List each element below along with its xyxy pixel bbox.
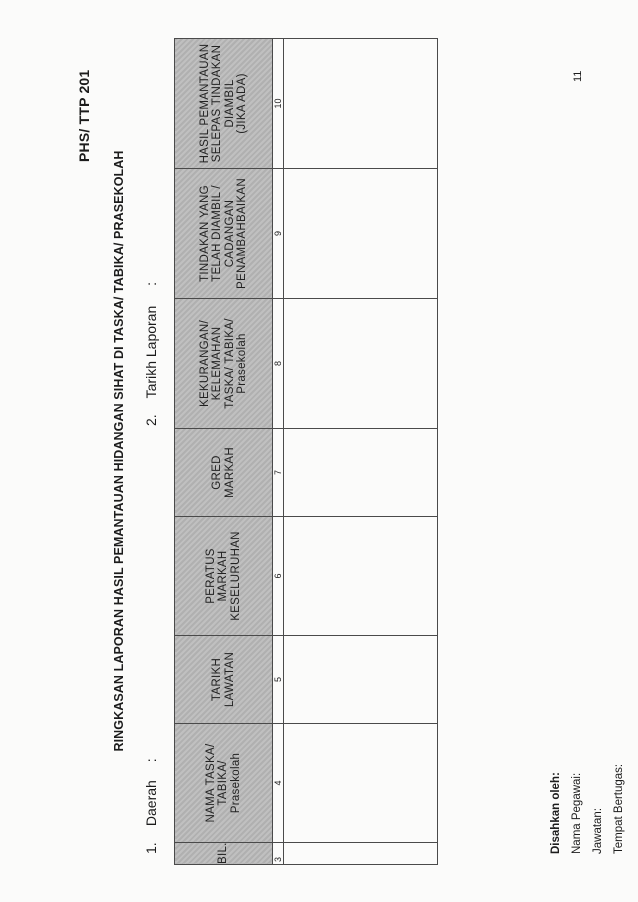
empty-entry-row (284, 39, 438, 865)
form-code: PHS/ TTP 201 (76, 69, 92, 162)
approval-place-label: Tempat Bertugas: (613, 763, 625, 854)
cell-hasil-pemantauan[interactable] (284, 39, 438, 169)
column-number-row (273, 39, 284, 865)
field-daerah (143, 758, 159, 854)
page-number: 11 (572, 70, 584, 82)
approval-name-label: Nama Pegawai: (571, 772, 583, 854)
header-gred-markah: GRED MARKAH (175, 429, 273, 517)
header-tarikh-lawatan: TARIKH LAWATAN (175, 636, 273, 724)
approval-title: Disahkan oleh: (550, 772, 562, 854)
column-number: 4 (273, 724, 284, 843)
field-number: 1. (143, 842, 159, 854)
column-number: 8 (273, 299, 284, 429)
field-colon: : (143, 281, 159, 286)
header-tindakan: TINDAKAN YANG TELAH DIAMBIL / CADANGAN PENAMBAHBAIKAN (175, 169, 273, 299)
cell-gred-markah[interactable] (284, 429, 438, 517)
cell-tarikh-lawatan[interactable] (284, 636, 438, 724)
header-peratus-markah: PERATUS MARKAH KESELURUHAN (175, 517, 273, 636)
header-row (175, 39, 273, 865)
column-number: 3 (273, 843, 284, 865)
field-label: Tarikh Laporan (143, 305, 159, 399)
column-number: 6 (273, 517, 284, 636)
cell-peratus-markah[interactable] (284, 517, 438, 636)
header-kekurangan: KEKURANGAN/ KELEMAHAN TASKA/ TABIKA/ Prasekolah (175, 299, 273, 429)
column-number: 10 (273, 39, 284, 169)
field-tarikh-laporan (143, 282, 159, 426)
cell-nama-taska[interactable] (284, 724, 438, 843)
cell-tindakan[interactable] (284, 169, 438, 299)
header-bil: BIL. (175, 843, 273, 865)
field-label: Daerah (143, 780, 159, 827)
column-number: 5 (273, 636, 284, 724)
report-table (174, 38, 438, 865)
header-nama-taska: NAMA TASKA/ TABIKA/ Prasekolah (175, 724, 273, 843)
field-number: 2. (143, 414, 159, 426)
cell-kekurangan[interactable] (284, 299, 438, 429)
approval-position-label: Jawatan: (592, 807, 604, 854)
report-title: RINGKASAN LAPORAN HASIL PEMANTAUAN HIDANGAN SIHAT DI TASKA/ TABIKA/ PRASEKOLAH (112, 150, 126, 752)
column-number: 7 (273, 429, 284, 517)
cell-bil[interactable] (284, 843, 438, 865)
field-colon: : (143, 758, 159, 763)
column-number: 9 (273, 169, 284, 299)
header-hasil-pemantauan: HASIL PEMANTAUAN SELEPAS TINDAKAN DIAMBIL (JIKA ADA) (175, 39, 273, 169)
